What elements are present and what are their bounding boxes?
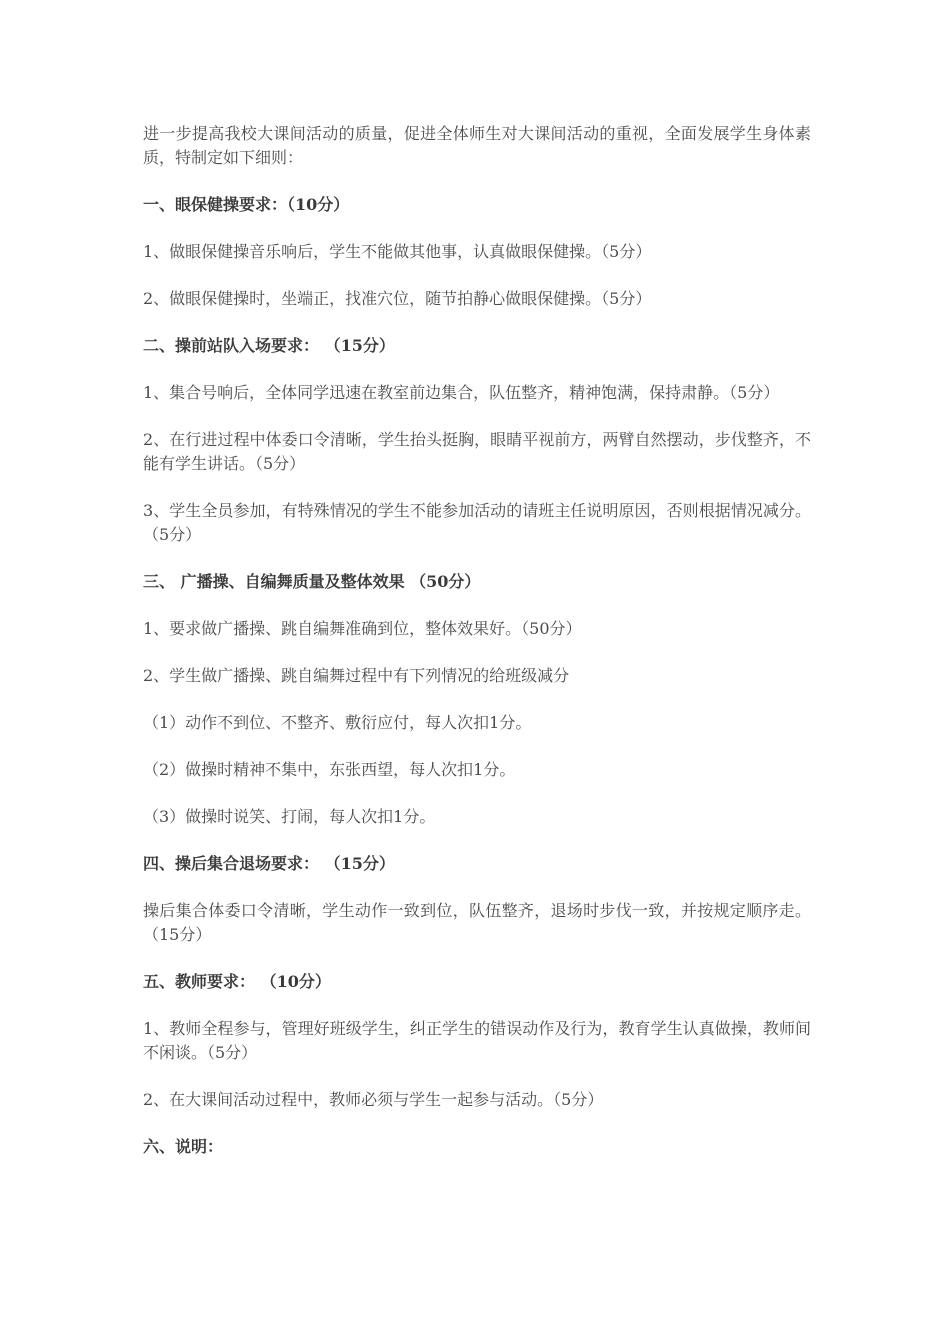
body-paragraph: 操后集合体委口令清晰，学生动作一致到位，队伍整齐，退场时步伐一致，并按规定顺序走。（15分）	[143, 901, 811, 944]
section-heading-exit: 四、操后集合退场要求： （15分）	[143, 854, 395, 873]
sub-list-item: （1）动作不到位、不整齐、敷衍应付，每人次扣1分。	[143, 713, 532, 732]
section-heading-eye-exercise: 一、眼保健操要求：（10分）	[143, 195, 350, 214]
list-item: 1、教师全程参与，管理好班级学生，纠正学生的错误动作及行为，教育学生认真做操，教师间不闲谈。（5分）	[143, 1019, 811, 1062]
list-item: 1、集合号响后，全体同学迅速在教室前边集合，队伍整齐，精神饱满，保持肃静。（5分）	[143, 383, 780, 402]
section-heading-line-up: 二、操前站队入场要求： （15分）	[143, 336, 395, 355]
list-item: 2、做眼保健操时，坐端正，找准穴位，随节拍静心做眼保健操。（5分）	[143, 289, 652, 308]
document-page	[143, 122, 811, 1182]
sub-list-item: （3）做操时说笑、打闹，每人次扣1分。	[143, 807, 436, 826]
intro-paragraph: 进一步提高我校大课间活动的质量，促进全体师生对大课间活动的重视，全面发展学生身体素质，特制定如下细则：	[143, 124, 811, 167]
list-item: 2、学生做广播操、跳自编舞过程中有下列情况的给班级减分	[143, 666, 570, 685]
list-item: 1、做眼保健操音乐响后，学生不能做其他事，认真做眼保健操。（5分）	[143, 242, 652, 261]
section-heading-notes: 六、说明：	[143, 1137, 224, 1156]
section-heading-teacher: 五、教师要求： （10分）	[143, 972, 331, 991]
list-item: 3、学生全员参加，有特殊情况的学生不能参加活动的请班主任说明原因，否则根据情况减分。（5分）	[143, 501, 811, 544]
sub-list-item: （2）做操时精神不集中，东张西望，每人次扣1分。	[143, 760, 516, 779]
list-item: 2、在大课间活动过程中，教师必须与学生一起参与活动。（5分）	[143, 1090, 604, 1109]
list-item: 1、要求做广播操、跳自编舞准确到位，整体效果好。（50分）	[143, 619, 582, 638]
section-heading-broadcast-exercise: 三、 广播操、自编舞质量及整体效果 （50分）	[143, 572, 481, 591]
list-item: 2、在行进过程中体委口令清晰，学生抬头挺胸，眼睛平视前方，两臂自然摆动，步伐整齐，不能有学生讲话。（5分）	[143, 430, 811, 473]
